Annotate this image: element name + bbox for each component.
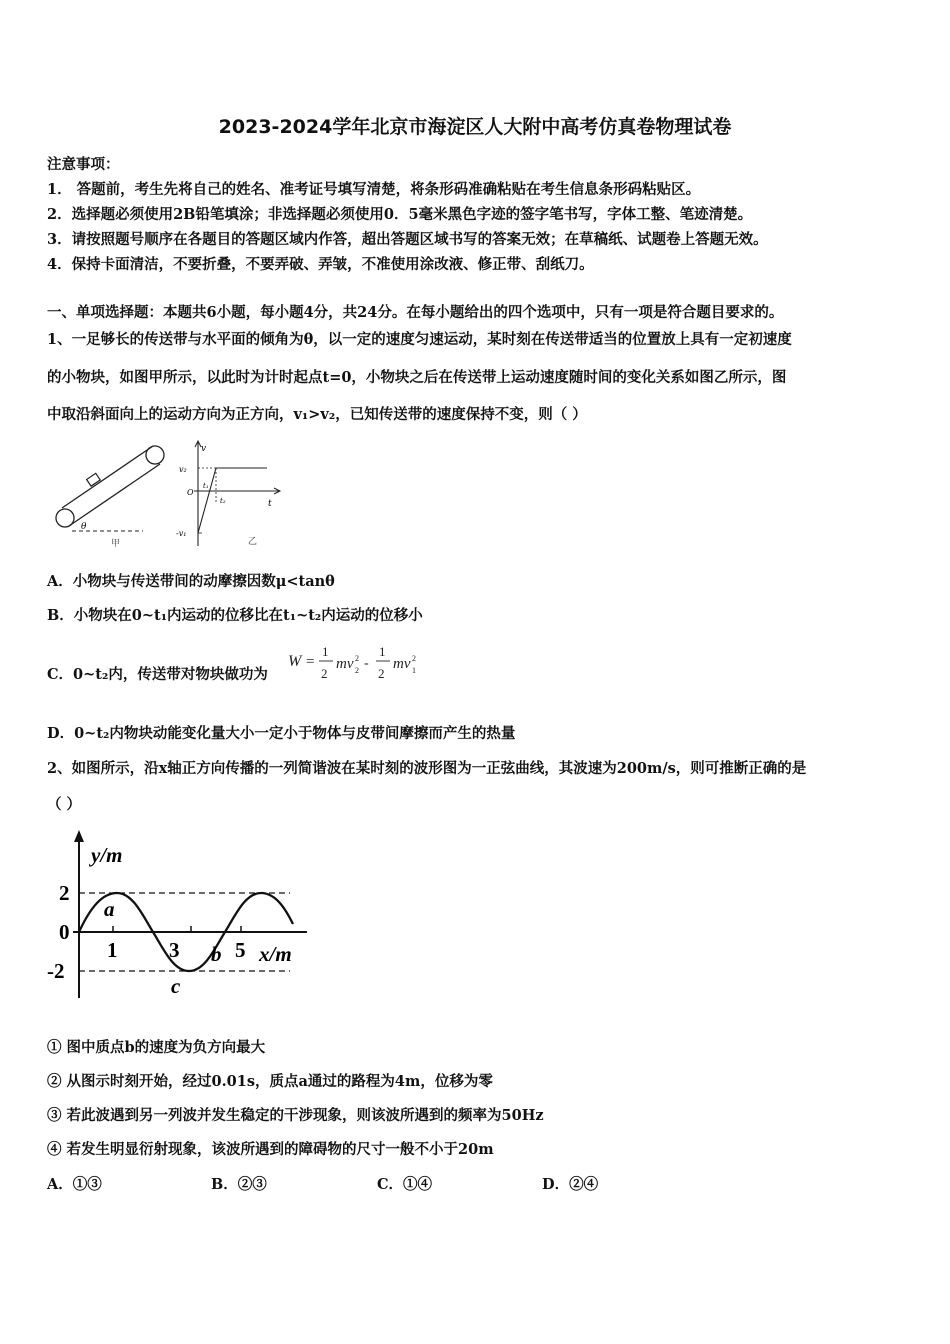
point-a-label: a	[104, 897, 115, 921]
figure-label: 甲	[111, 539, 121, 549]
q2-stem-line: 2、如图所示，沿x轴正方向传播的一列简谐波在某时刻的波形图为一正弦曲线，其波速为200m/s，则可推断正确的是	[47, 760, 807, 777]
x-axis-label: x/m	[259, 942, 292, 966]
lower-roller	[56, 509, 74, 527]
notice-item: 4．保持卡面清洁，不要折叠，不要弄破、弄皱，不准使用涂改液、修正带、刮纸刀。	[47, 256, 594, 273]
point-c-label: c	[171, 974, 181, 998]
q1-option-a: A．小物块与传送带间的动摩擦因数μ<tanθ	[47, 573, 335, 590]
y-tick-neg2: -2	[47, 959, 65, 983]
q1-figure-yi	[172, 436, 292, 550]
q2-wave-graph	[45, 826, 315, 1004]
q1-option-c-formula	[288, 640, 438, 684]
svg-text:-: -	[364, 656, 369, 671]
q2-option-b: B．②③	[211, 1176, 267, 1193]
v2-label: v₂	[179, 465, 187, 474]
theta-label: θ	[81, 522, 87, 532]
t1-label: t₁	[203, 482, 209, 490]
neg-v1-label: -v₁	[176, 529, 187, 538]
svg-text:W: W	[288, 653, 302, 670]
notice-item: 1． 答题前，考生先将自己的姓名、准考证号填写清楚，将条形码准确粘贴在考生信息条形码粘贴区。	[47, 181, 701, 198]
q2-statement: ③ 若此波遇到另一列波并发生稳定的干涉现象，则该波所遇到的频率为50Hz	[47, 1107, 544, 1124]
svg-text:mv: mv	[336, 656, 354, 672]
block	[87, 473, 101, 486]
x-tick-3: 3	[169, 938, 180, 962]
q1-option-d: D．0~t₂内物块动能变化量大小一定小于物体与皮带间摩擦而产生的热量	[47, 725, 516, 742]
t2-label: t₂	[220, 497, 226, 505]
svg-text:2: 2	[355, 654, 359, 663]
notice-item: 2．选择题必须使用2B铅笔填涂；非选择题必须使用0．5毫米黑色字迹的签字笔书写，字体工整、笔迹清楚。	[47, 206, 753, 223]
t-axis-label: t	[268, 499, 272, 509]
svg-text:2: 2	[412, 654, 416, 663]
q2-option-d: D．②④	[542, 1176, 599, 1193]
svg-text:2: 2	[355, 666, 359, 675]
q2-option-c: C．①④	[377, 1176, 433, 1193]
v-axis-label: v	[201, 444, 207, 454]
svg-text:2: 2	[378, 666, 385, 681]
y-axis-label: y/m	[91, 843, 123, 867]
section-heading: 一、单项选择题：本题共6小题，每小题4分，共24分。在每小题给出的四个选项中，只有一项是符合题目要求的。	[47, 304, 784, 321]
q1-stem-line: 1、一足够长的传送带与水平面的倾角为θ，以一定的速度匀速运动，某时刻在传送带适当的位置放上具有一定初速度	[47, 331, 792, 348]
notice-heading: 注意事项：	[47, 156, 120, 173]
velocity-curve	[198, 468, 267, 533]
notice-item: 3．请按照题号顺序在各题目的答题区域内作答，超出答题区域书写的答案无效；在草稿纸、试题卷上答题无效。	[47, 231, 768, 248]
upper-roller	[146, 446, 164, 464]
q1-stem-line: 中取沿斜面向上的运动方向为正方向，v₁>v₂，已知传送带的速度保持不变，则（ ）	[47, 406, 587, 423]
q2-stem-line: （ ）	[47, 796, 82, 813]
q2-option-a: A．①③	[47, 1176, 102, 1193]
q1-figure-jia	[48, 438, 178, 550]
q2-statement: ④ 若发生明显衍射现象，该波所遇到的障碍物的尺寸一般不小于20m	[47, 1141, 494, 1158]
point-b-label: b	[211, 942, 222, 966]
y-tick-0: 0	[59, 920, 70, 944]
q1-option-c: C．0~t₂内，传送带对物块做功为	[47, 666, 268, 683]
svg-text:mv: mv	[393, 656, 411, 672]
y-tick-2: 2	[59, 881, 70, 905]
page-title: 2023-2024学年北京市海淀区人大附中高考仿真卷物理试卷	[218, 116, 732, 138]
svg-text:1: 1	[412, 666, 416, 675]
svg-text:1: 1	[379, 644, 386, 659]
figure-label: 乙	[248, 537, 258, 547]
q2-statement: ① 图中质点b的速度为负方向最大	[47, 1039, 266, 1056]
svg-text:2: 2	[321, 666, 328, 681]
origin-label: O	[187, 488, 194, 497]
svg-text:1: 1	[322, 644, 329, 659]
x-tick-1: 1	[107, 938, 118, 962]
q1-stem-line: 的小物块，如图甲所示，以此时为计时起点t=0，小物块之后在传送带上运动速度随时间的变化关系如图乙所示，图	[47, 369, 787, 386]
q1-option-b: B．小物块在0~t₁内运动的位移比在t₁~t₂内运动的位移小	[47, 607, 423, 624]
q2-statement: ② 从图示时刻开始，经过0.01s，质点a通过的路程为4m，位移为零	[47, 1073, 493, 1090]
x-tick-5: 5	[235, 938, 246, 962]
svg-text:=: =	[306, 654, 315, 670]
